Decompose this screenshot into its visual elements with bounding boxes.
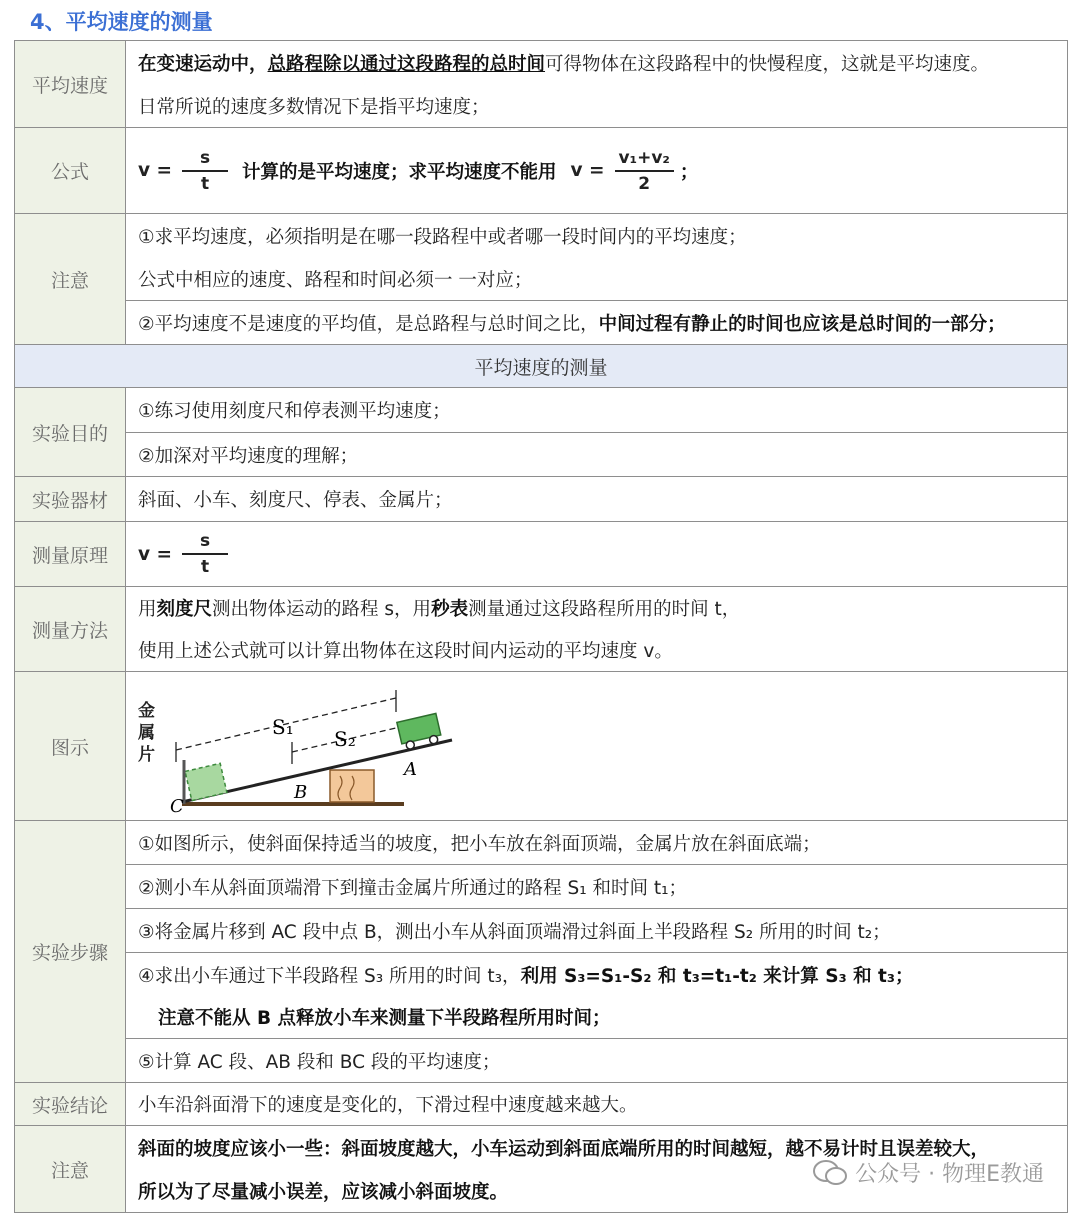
row-content [126,587,1068,672]
metal-plate-label: 金属片 [138,701,155,765]
numerator: s [199,531,211,551]
formula-text: 计算的是平均速度；求平均速度不能用 [242,161,557,183]
row-equipment [15,477,1068,522]
row-content [126,477,1068,522]
formula-line [126,128,1067,213]
text-line: 斜面的坡度应该小一些：斜面坡度越大，小车运动到斜面底端所用的时间越短，越不易计时且误差较大， [138,1138,990,1160]
denominator: 2 [638,173,651,194]
denominator: t [200,557,210,577]
row-label: 注意 [15,1126,126,1213]
text-line [126,41,1067,84]
row-formula [15,128,1068,214]
text-line: 公式中相应的速度、路程和时间必须一 一对应； [138,269,533,291]
support-block [330,770,374,802]
watermark-text: 公众号 · 物理E教通 [855,1162,1044,1187]
row-content [126,1083,1068,1126]
s1-label: S₁ [272,715,294,739]
row-content [126,821,1068,1083]
row-label: 实验步骤 [15,821,126,1083]
text-line: 所以为了尽量减小误差，应该减小斜面坡度。 [138,1181,509,1203]
text-line: ①求平均速度，必须指明是在哪一段路程中或者哪一段时间内的平均速度； [138,226,747,248]
incline-diagram [134,672,474,820]
text-line [126,587,1067,629]
text: 可得物体在这段路程中的快慢程度，这就是平均速度。 [545,53,990,75]
row-content [126,128,1068,214]
text-line: 小车沿斜面滑下的速度是变化的，下滑过程中速度越来越大。 [138,1095,638,1116]
numerator: v₁+v₂ [618,147,670,168]
row-content [126,41,1068,128]
fraction-bar [615,170,674,172]
step-line: ⑤计算 AC 段、AB 段和 BC 段的平均速度； [126,1038,1067,1082]
point-c-label: C [170,796,184,817]
step-line: ③将金属片移到 AC 段中点 B，测出小车从斜面顶端滑过斜面上半段路程 S₂ 所用的时间 t₂； [126,908,1067,952]
text: 测量通过这段路程所用的时间 t， [468,599,741,620]
text-line: ②加深对平均速度的理解； [126,432,1067,476]
section-banner [15,345,1068,388]
text-line: 日常所说的速度多数情况下是指平均速度； [138,96,490,118]
text: 测出物体运动的路程 s，用 [212,599,432,620]
row-label: 注意 [15,214,126,345]
bold-text: 利用 S₃=S₁-S₂ 和 t₃=t₁-t₂ 来计算 S₃ 和 t₃； [520,965,914,987]
row-label: 图示 [15,672,126,821]
text-line: ①练习使用刻度尺和停表测平均速度； [138,401,451,422]
s2-label: S₂ [334,727,356,751]
formula-v: v = [138,543,173,565]
row-label: 测量原理 [15,522,126,587]
underlined-bold-text: 总路程除以通过这段路程的总时间 [267,53,546,75]
fraction-bar [182,170,228,172]
formula-end: ； [679,161,699,183]
step-line: ②测小车从斜面顶端滑下到撞击金属片所通过的路程 S₁ 和时间 t₁； [126,864,1067,908]
row-label: 实验目的 [15,388,126,477]
row-principle [15,522,1068,587]
row-label: 实验器材 [15,477,126,522]
bold-text: 刻度尺 [156,599,213,620]
row-note1 [15,214,1068,345]
row-label: 公式 [15,128,126,214]
row-content [126,388,1068,477]
row-figure [15,672,1068,821]
row-steps [15,821,1068,1083]
row-content [126,672,1068,821]
row-label: 平均速度 [15,41,126,128]
bold-text: 中间过程有静止的时间也应该是总时间的一部分； [598,313,1006,335]
text: ②平均速度不是速度的平均值，是总路程与总时间之比， [138,313,599,335]
text-line: 使用上述公式就可以计算出物体在这段时间内运动的平均速度 v。 [138,641,673,662]
fraction-s-over-t [182,148,228,194]
row-label: 测量方法 [15,587,126,672]
point-b-label: B [294,782,308,803]
row-label: 实验结论 [15,1083,126,1126]
row-method [15,587,1068,672]
fraction-bar [182,553,228,555]
denominator: t [200,173,210,194]
text: ④求出小车通过下半段路程 S₃ 所用的时间 t₃， [138,965,521,987]
row-purpose [15,388,1068,477]
step-line [126,952,1067,996]
point-a-label: A [404,759,417,780]
numerator: s [199,147,211,168]
row-avg-speed [15,41,1068,128]
watermark [813,1157,1044,1188]
step-line: ①如图所示，使斜面保持适当的坡度，把小车放在斜面顶端，金属片放在斜面底端； [138,833,821,855]
row-content [126,214,1068,345]
formula-v: v = [138,160,173,181]
bold-text: 在变速运动中， [138,53,268,75]
fraction-s-over-t [182,531,228,577]
wechat-icon [813,1160,847,1186]
summary-table [14,40,1068,1213]
bold-text: 秒表 [431,599,469,620]
formula-line [126,522,1067,586]
car-at-c [185,763,227,800]
text-line: 斜面、小车、刻度尺、停表、金属片； [138,490,453,511]
text-line [126,300,1067,344]
section-title: 4、平均速度的测量 [30,10,213,34]
row-content [126,522,1068,587]
row-conclusion [15,1083,1068,1126]
banner-title: 平均速度的测量 [15,345,1068,388]
formula-v2: v = [570,160,605,181]
text: 用 [138,599,157,620]
metal-label-box [138,700,164,790]
step-line: 注意不能从 B 点释放小车来测量下半段路程所用时间； [158,1008,611,1029]
fraction-v1-v2-over-2 [615,148,674,194]
